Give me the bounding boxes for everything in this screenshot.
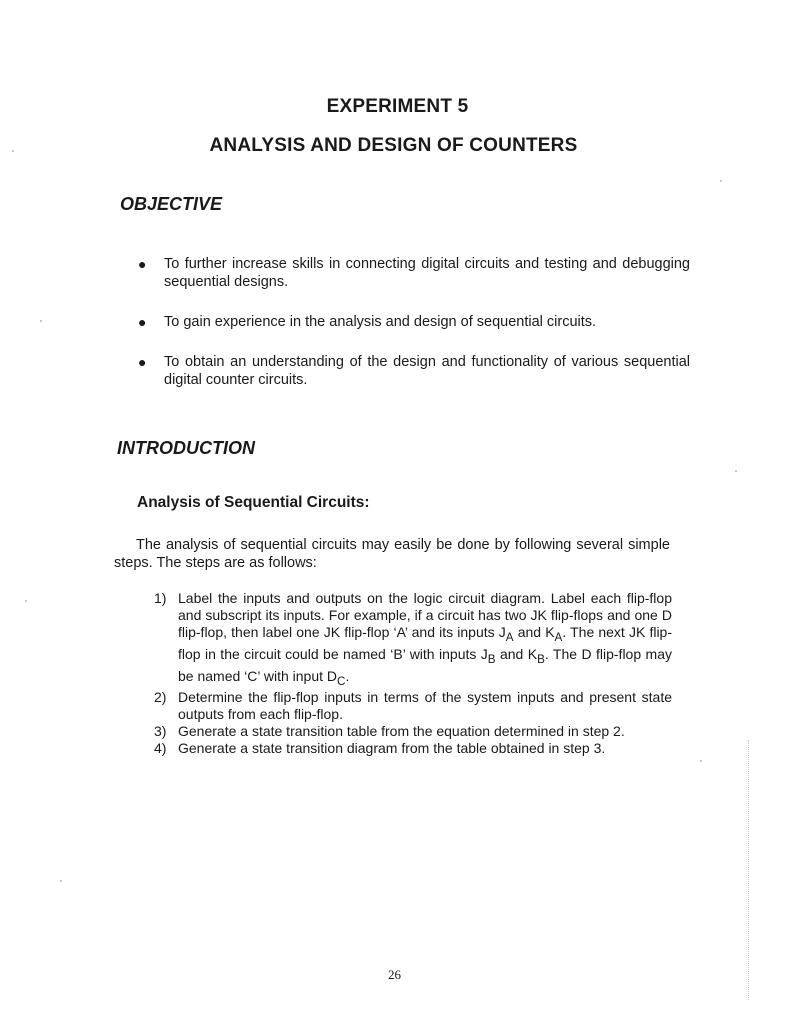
objective-item: ● To obtain an understanding of the design and functionality of various sequential digital counter circuits.	[138, 354, 690, 388]
scan-speck	[720, 180, 722, 182]
bullet-icon: ●	[138, 256, 147, 272]
scan-speck	[700, 760, 702, 762]
introduction-heading: INTRODUCTION	[117, 438, 255, 458]
objective-heading: OBJECTIVE	[120, 194, 223, 214]
subsection-heading: Analysis of Sequential Circuits:	[137, 494, 370, 511]
steps-list	[154, 590, 672, 757]
step-text: Generate a state transition table from the equation determined in step 2.	[178, 723, 625, 740]
scan-speck	[12, 150, 14, 152]
experiment-number: EXPERIMENT 5	[326, 96, 469, 117]
scan-edge-artifact	[748, 740, 750, 1000]
scan-speck	[60, 880, 62, 882]
step-item	[154, 689, 672, 723]
objective-item: ● To gain experience in the analysis and design of sequential circuits.	[138, 314, 597, 330]
step-text: Determine the flip-flop inputs in terms of the system inputs and present state outputs from each flip-flop.	[178, 689, 672, 723]
step-number: 4)	[154, 740, 167, 757]
objective-list	[135, 255, 690, 389]
step-text: Generate a state transition diagram from the table obtained in step 3.	[178, 740, 606, 757]
experiment-title: ANALYSIS AND DESIGN OF COUNTERS	[209, 135, 578, 156]
scan-speck	[40, 320, 42, 322]
step-number: 2)	[154, 689, 167, 706]
scan-speck	[735, 470, 737, 472]
objective-item: ● To further increase skills in connecting digital circuits and testing and debugging sequential designs.	[138, 256, 690, 290]
bullet-icon: ●	[138, 354, 147, 370]
step-item	[154, 590, 672, 689]
step-item	[154, 723, 672, 740]
scan-speck	[25, 600, 27, 602]
step-text: Label the inputs and outputs on the logic circuit diagram. Label each flip-flop and subscript its inputs. For example, if a circuit has two JK flip-flops and one D flip-flop, then label one JK flip-flop ‘A’ and its inputs $J_A$ and $K_A$. The next JK flip-flop in the circuit could be named ‘B’ with inputs $J_B$ and $K_B$. The D flip-flop may be named ‘C’ with input $D_C$.	[178, 590, 672, 688]
step-number: 1)	[154, 590, 167, 606]
bullet-icon: ●	[138, 314, 147, 330]
intro-paragraph: The analysis of sequential circuits may easily be done by following several simple steps. The steps are as follows:	[114, 537, 670, 571]
step-number: 3)	[154, 723, 167, 740]
step-item	[154, 740, 672, 757]
page-number: 26	[388, 967, 401, 982]
